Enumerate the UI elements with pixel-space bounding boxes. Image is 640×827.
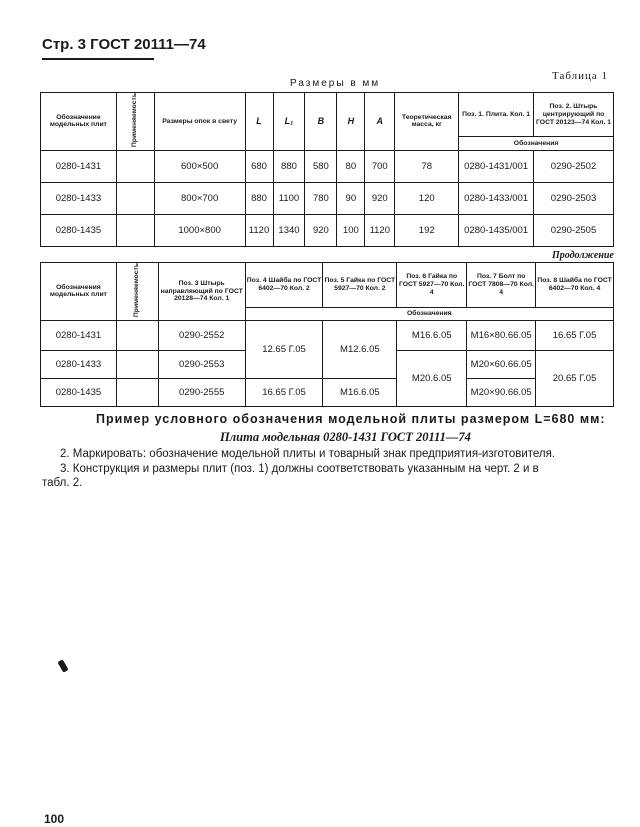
note-construction-cont: табл. 2.	[42, 477, 83, 489]
cell-mass: 192	[395, 214, 459, 246]
ink-mark	[57, 659, 68, 672]
cell-pos2: 0290-2505	[534, 214, 614, 246]
col-pos1: Поз. 1. Плита. Кол. 1	[459, 93, 534, 137]
units-caption: Размеры в мм	[290, 78, 381, 89]
cell-flask: 600×500	[154, 150, 245, 182]
continuation-label: Продолжение	[552, 250, 614, 261]
cell-applicability	[116, 378, 158, 406]
cell-pos7: M20×60.66.05	[467, 350, 536, 378]
cell-pos3: 0290-2555	[158, 378, 245, 406]
page-number: 100	[44, 812, 65, 826]
example-designation: Плита модельная 0280-1431 ГОСТ 20111—74	[220, 430, 471, 444]
cell-L1: 880	[273, 150, 305, 182]
cell-L1: 1100	[273, 182, 305, 214]
cell-pos4-merged: 12.65 Г.05	[245, 320, 323, 378]
cell-designation: 0280-1433	[41, 182, 117, 214]
col-pos5: Поз. 5 Гайка по ГОСТ 5927—70 Кол. 2	[323, 263, 397, 308]
cell-applicability	[116, 214, 154, 246]
cell-A: 1120	[365, 214, 395, 246]
applicability-label: Применяемость	[131, 93, 139, 148]
table-row	[41, 150, 614, 182]
cell-L: 1120	[245, 214, 273, 246]
cell-pos4: 16.65 Г.05	[245, 378, 323, 406]
col-pos7: Поз. 7 Болт по ГОСТ 7808—70 Кол. 4	[467, 263, 536, 308]
cell-B: 780	[305, 182, 337, 214]
cell-pos5-merged: M12.6.05	[323, 320, 397, 378]
cell-applicability	[116, 320, 158, 350]
cell-pos5: M16.6.05	[323, 378, 397, 406]
cell-pos7: M16×80.66.05	[467, 320, 536, 350]
table-row	[41, 214, 614, 246]
col-applicability	[116, 263, 158, 321]
table-row	[41, 378, 614, 406]
cell-B: 920	[305, 214, 337, 246]
cell-H: 90	[337, 182, 365, 214]
cell-A: 700	[365, 150, 395, 182]
cell-applicability	[116, 182, 154, 214]
note-construction: 3. Конструкция и размеры плит (поз. 1) должны соответствовать указанным на черт. 2 и в	[60, 463, 539, 475]
col-pos6: Поз. 6 Гайка по ГОСТ 5927—70 Кол. 4	[397, 263, 467, 308]
applicability-label: Применяемость	[133, 263, 141, 318]
cell-H: 80	[337, 150, 365, 182]
cell-pos2: 0290-2503	[534, 182, 614, 214]
cell-H: 100	[337, 214, 365, 246]
cell-designation: 0280-1433	[41, 350, 117, 378]
table-row	[41, 182, 614, 214]
note-marking: 2. Маркировать: обозначение модельной плиты и товарный знак предприятия-изготовителя.	[60, 448, 556, 460]
cell-L1: 1340	[273, 214, 305, 246]
cell-applicability	[116, 350, 158, 378]
example-label: Пример условного обозначения модельной плиты размером L=680 мм:	[96, 412, 606, 426]
col-L1: L₁	[273, 93, 305, 151]
col-pos3: Поз. 3 Штырь направляющий по ГОСТ 20128—74 Кол. 1	[158, 263, 245, 321]
cell-designation: 0280-1431	[41, 150, 117, 182]
col-pos2: Поз. 2. Штырь центрирующий по ГОСТ 20123—74 Кол. 1	[534, 93, 614, 137]
cell-designation: 0280-1435	[41, 378, 117, 406]
cell-flask: 1000×800	[154, 214, 245, 246]
cell-pos3: 0290-2553	[158, 350, 245, 378]
cell-pos8-merged: 20.65 Г.05	[536, 350, 614, 406]
page-header: Стр. 3 ГОСТ 20111—74	[42, 36, 206, 53]
col-B: B	[305, 93, 337, 151]
col-H: H	[337, 93, 365, 151]
col-designation: Обозначение модельных плит	[41, 93, 117, 151]
cell-mass: 78	[395, 150, 459, 182]
cell-pos6-merged: M20.6.05	[397, 350, 467, 406]
table-fasteners	[40, 262, 614, 407]
cell-pos1: 0280-1431/001	[459, 150, 534, 182]
cell-pos6: M16.6.05	[397, 320, 467, 350]
cell-pos8: 16.65 Г.05	[536, 320, 614, 350]
col-mass: Теоретическая масса, кг	[395, 93, 459, 151]
table-label: Таблица 1	[552, 70, 609, 82]
table-dimensions	[40, 92, 614, 247]
cell-pos1: 0280-1433/001	[459, 182, 534, 214]
cell-L: 680	[245, 150, 273, 182]
cell-pos2: 0290-2502	[534, 150, 614, 182]
col-designations-group: Обозначения	[459, 137, 614, 151]
cell-applicability	[116, 150, 154, 182]
col-flask: Размеры опок в свету	[154, 93, 245, 151]
cell-flask: 800×700	[154, 182, 245, 214]
col-A: A	[365, 93, 395, 151]
col-applicability	[116, 93, 154, 151]
header-underline	[42, 58, 154, 60]
cell-B: 580	[305, 150, 337, 182]
cell-L: 880	[245, 182, 273, 214]
col-pos4: Поз. 4 Шайба по ГОСТ 6402—70 Кол. 2	[245, 263, 323, 308]
col-L: L	[245, 93, 273, 151]
col-pos8: Поз. 8 Шайба по ГОСТ 6402—70 Кол. 4	[536, 263, 614, 308]
cell-pos7: M20×90.66.05	[467, 378, 536, 406]
col-designations-group: Обозначения	[245, 307, 613, 320]
cell-designation: 0280-1435	[41, 214, 117, 246]
cell-mass: 120	[395, 182, 459, 214]
table-row	[41, 320, 614, 350]
cell-A: 920	[365, 182, 395, 214]
cell-pos3: 0290-2552	[158, 320, 245, 350]
cell-pos1: 0280-1435/001	[459, 214, 534, 246]
cell-designation: 0280-1431	[41, 320, 117, 350]
col-designation: Обозначения модельных плит	[41, 263, 117, 321]
